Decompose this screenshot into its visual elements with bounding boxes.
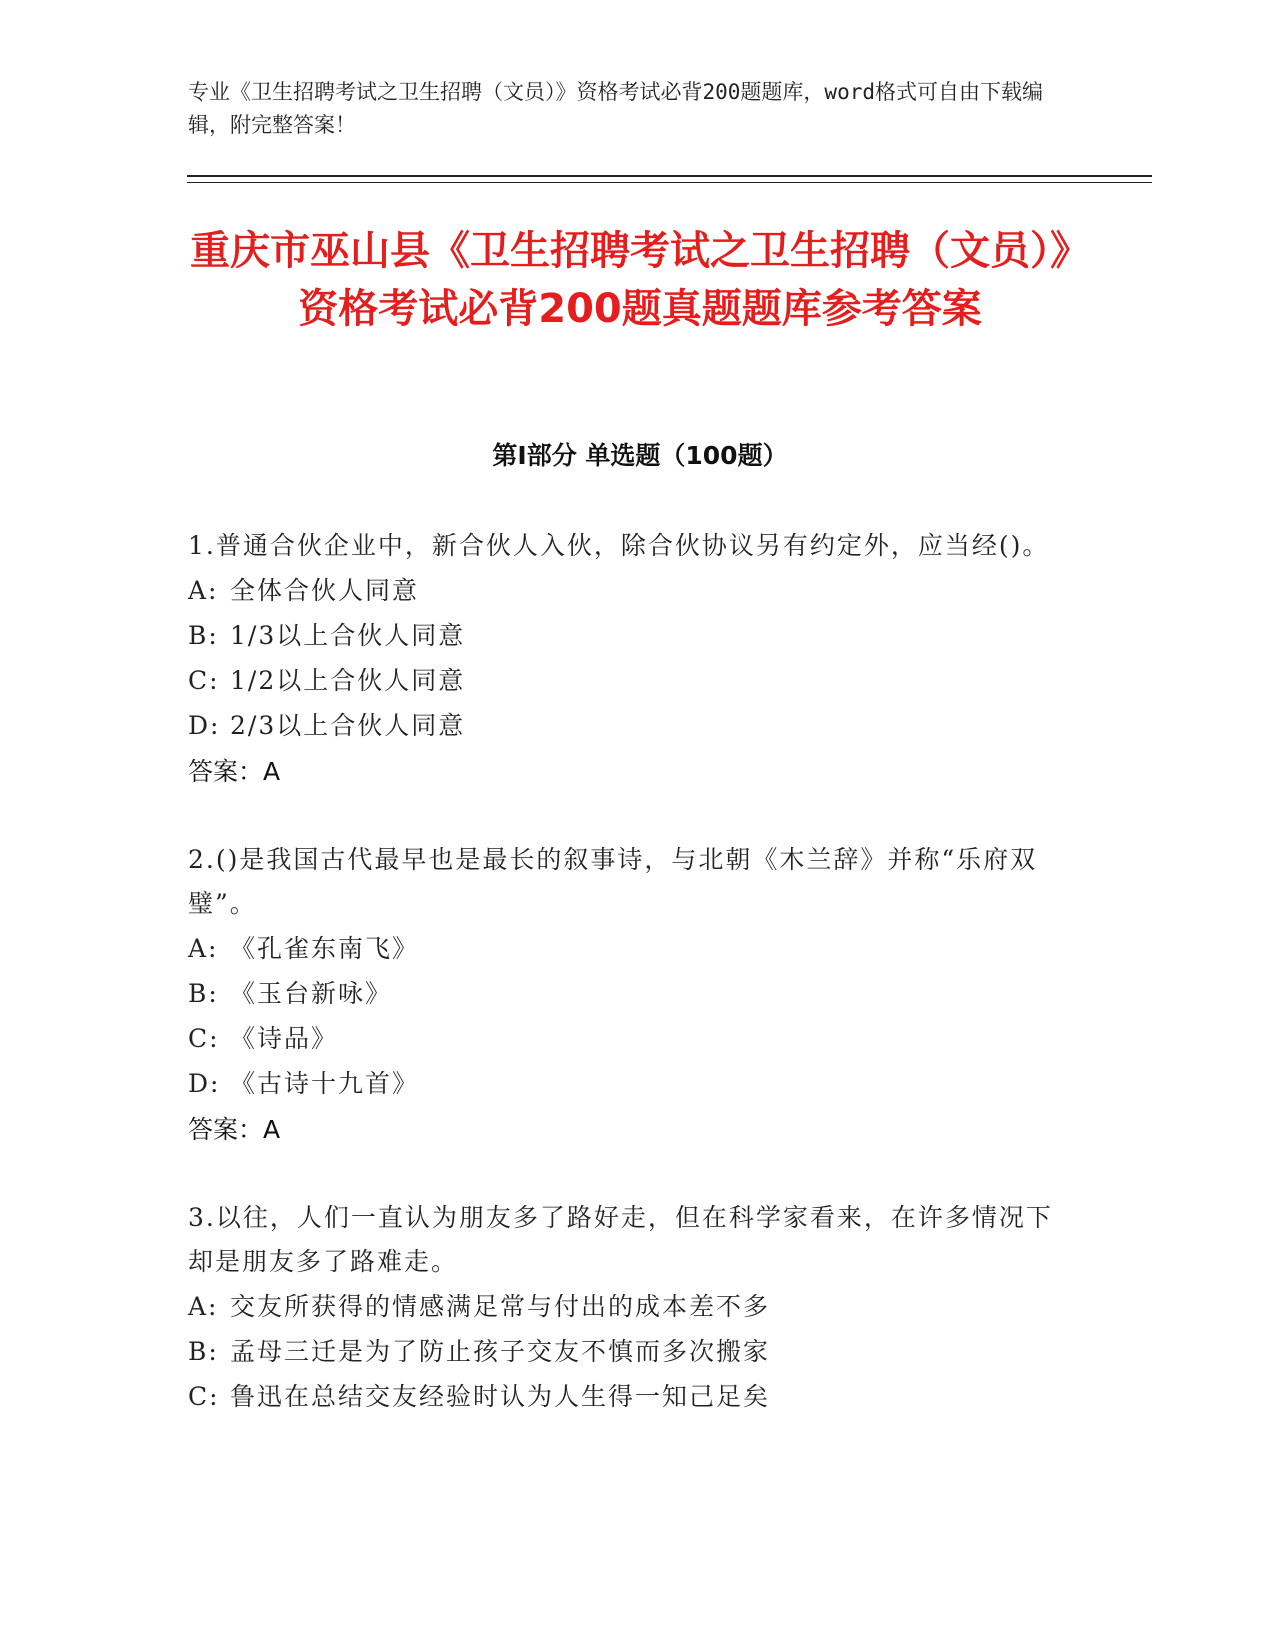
option-text: 《孔雀东南飞》: [230, 934, 420, 963]
option-a: [188, 568, 1068, 613]
section-heading: 第I部分 单选题（100题）: [492, 441, 788, 470]
option-key: B:: [188, 1337, 219, 1366]
option-text: 1/2以上合伙人同意: [230, 666, 466, 695]
option-key: B:: [188, 621, 219, 650]
header-rule-thin: [187, 182, 1152, 183]
option-c: [188, 658, 1068, 703]
option-text: 2/3以上合伙人同意: [230, 711, 466, 740]
option-key: C:: [188, 666, 220, 695]
option-key: D:: [188, 1069, 221, 1098]
option-text: 鲁迅在总结交友经验时认为人生得一知己足矣: [230, 1382, 771, 1411]
answer-line: 答案：A: [188, 757, 281, 786]
option-key: C:: [188, 1382, 220, 1411]
document-title: 重庆市巫山县《卫生招聘考试之卫生招聘（文员）》资格考试必背200题真题题库参考答案: [190, 228, 1090, 332]
option-text: 1/3以上合伙人同意: [230, 621, 466, 650]
option-text: 全体合伙人同意: [230, 576, 420, 605]
option-b: [188, 1329, 1068, 1374]
option-b: [188, 613, 1068, 658]
option-a: [188, 926, 1068, 971]
option-key: B:: [188, 979, 219, 1008]
question-1: [188, 524, 1068, 794]
option-key: A:: [188, 576, 219, 605]
question-2: [188, 838, 1068, 1152]
header-rule-thick: [187, 175, 1152, 177]
question-3: [188, 1196, 1068, 1419]
option-text: 《玉台新咏》: [230, 979, 393, 1008]
question-stem: 1.普通合伙企业中，新合伙人入伙，除合伙协议另有约定外，应当经()。: [188, 531, 1050, 560]
option-key: D:: [188, 711, 221, 740]
option-d: [188, 703, 1068, 748]
option-c: [188, 1016, 1068, 1061]
question-stem: 3.以往，人们一直认为朋友多了路好走，但在科学家看来，在许多情况下却是朋友多了路难走。: [188, 1203, 1053, 1276]
option-a: [188, 1284, 1068, 1329]
option-key: C:: [188, 1024, 220, 1053]
option-text: 《古诗十九首》: [230, 1069, 420, 1098]
option-text: 交友所获得的情感满足常与付出的成本差不多: [230, 1292, 771, 1321]
question-list: [188, 524, 1068, 1463]
option-b: [188, 971, 1068, 1016]
option-text: 《诗品》: [230, 1024, 339, 1053]
option-key: A:: [188, 934, 219, 963]
header-note: 专业《卫生招聘考试之卫生招聘（文员）》资格考试必背200题题库，word格式可自由下载编辑，附完整答案！: [188, 80, 1043, 137]
question-stem: 2.()是我国古代最早也是最长的叙事诗，与北朝《木兰辞》并称“乐府双璧”。: [188, 845, 1038, 918]
option-key: A:: [188, 1292, 219, 1321]
answer-line: 答案：A: [188, 1115, 281, 1144]
option-c: [188, 1374, 1068, 1419]
option-text: 孟母三迁是为了防止孩子交友不慎而多次搬家: [230, 1337, 771, 1366]
option-d: [188, 1061, 1068, 1106]
